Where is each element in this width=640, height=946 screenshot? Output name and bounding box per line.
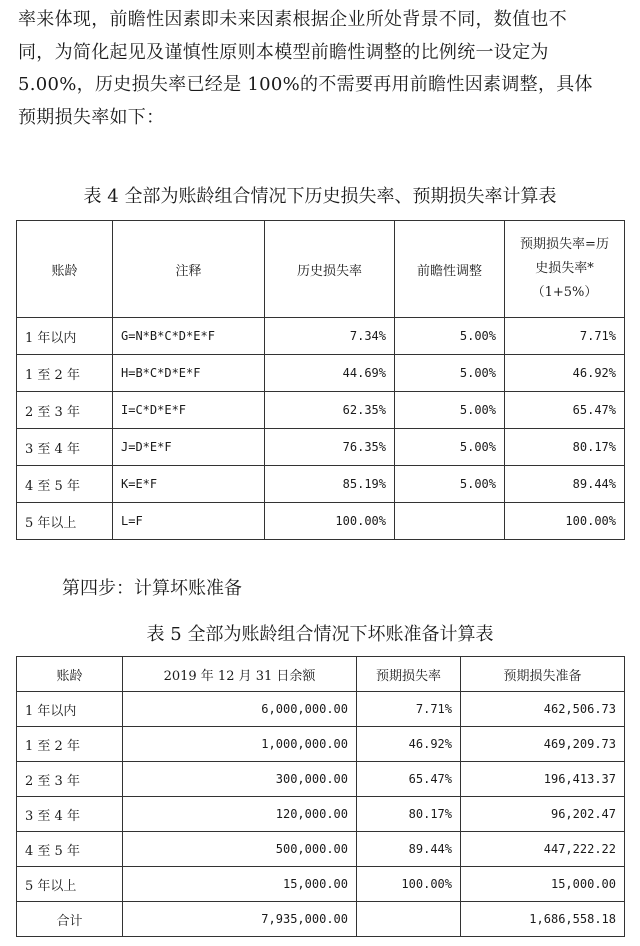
table4-cell: H=B*C*D*E*F	[113, 355, 265, 392]
table5-cell: 3 至 4 年	[17, 797, 123, 832]
table-row	[17, 318, 625, 355]
table5-cell: 1,686,558.18	[461, 902, 625, 937]
table5-cell: 合计	[17, 902, 123, 937]
table-row	[17, 466, 625, 503]
table4-cell: 7.71%	[505, 318, 625, 355]
table4-cell: 5 年以上	[17, 503, 113, 540]
table5-cell: 196,413.37	[461, 762, 625, 797]
table4-cell: 100.00%	[265, 503, 395, 540]
table4-cell: 7.34%	[265, 318, 395, 355]
table4-cell: 44.69%	[265, 355, 395, 392]
table-row	[17, 692, 625, 727]
table4-cell: 1 年以内	[17, 318, 113, 355]
table5-cell: 300,000.00	[123, 762, 357, 797]
table4-cell: 4 至 5 年	[17, 466, 113, 503]
table-row	[17, 503, 625, 540]
table5-cell: 15,000.00	[461, 867, 625, 902]
table4-header-line: （1+5%）	[531, 285, 598, 300]
table4-cell: 89.44%	[505, 466, 625, 503]
table4-caption: 表 4 全部为账龄组合情况下历史损失率、预期损失率计算表	[83, 186, 557, 207]
table4-header-cell	[505, 221, 625, 318]
table5-caption: 表 5 全部为账龄组合情况下坏账准备计算表	[146, 624, 494, 645]
table4-cell: G=N*B*C*D*E*F	[113, 318, 265, 355]
table4-header-cell: 注释	[113, 221, 265, 318]
table4-header-cell: 前瞻性调整	[395, 221, 505, 318]
table4-cell: I=C*D*E*F	[113, 392, 265, 429]
table5-header-cell: 账龄	[17, 657, 123, 692]
table4-cell: 3 至 4 年	[17, 429, 113, 466]
table4-cell: 85.19%	[265, 466, 395, 503]
intro-line: 同，为简化起见及谨慎性原则本模型前瞻性调整的比例统一设定为	[18, 41, 549, 63]
table4-header-row	[17, 221, 625, 318]
table4-cell: 2 至 3 年	[17, 392, 113, 429]
table5-cell: 7.71%	[357, 692, 461, 727]
table5-cell: 46.92%	[357, 727, 461, 762]
table5-header-cell: 预期损失准备	[461, 657, 625, 692]
table5-cell: 447,222.22	[461, 832, 625, 867]
table4-cell: 1 至 2 年	[17, 355, 113, 392]
table5-cell: 462,506.73	[461, 692, 625, 727]
step4-heading: 第四步：计算坏账准备	[62, 578, 242, 599]
table4-cell: 65.47%	[505, 392, 625, 429]
table5-cell: 7,935,000.00	[123, 902, 357, 937]
table4-cell: L=F	[113, 503, 265, 540]
table5-cell: 500,000.00	[123, 832, 357, 867]
table-row	[17, 867, 625, 902]
table5-cell: 65.47%	[357, 762, 461, 797]
table4-cell: 5.00%	[395, 429, 505, 466]
table-row	[17, 429, 625, 466]
table5-cell: 89.44%	[357, 832, 461, 867]
table4-cell: 5.00%	[395, 318, 505, 355]
table5-cell: 2 至 3 年	[17, 762, 123, 797]
table5-header-cell: 2019 年 12 月 31 日余额	[123, 657, 357, 692]
table-row	[17, 762, 625, 797]
table-row	[17, 727, 625, 762]
table5-cell: 5 年以上	[17, 867, 123, 902]
table4-cell: 5.00%	[395, 392, 505, 429]
table5-cell: 80.17%	[357, 797, 461, 832]
table4-cell: K=E*F	[113, 466, 265, 503]
table4-header-cell: 账龄	[17, 221, 113, 318]
table-row	[17, 355, 625, 392]
intro-line: 预期损失率如下：	[18, 106, 165, 128]
table5-total-row	[17, 902, 625, 937]
intro-paragraph	[18, 4, 622, 134]
table4-cell: 62.35%	[265, 392, 395, 429]
table4-cell: 5.00%	[395, 466, 505, 503]
table4-cell: 100.00%	[505, 503, 625, 540]
table5-cell: 96,202.47	[461, 797, 625, 832]
table5-cell: 120,000.00	[123, 797, 357, 832]
table-row	[17, 797, 625, 832]
table4-cell: 76.35%	[265, 429, 395, 466]
table-row	[17, 832, 625, 867]
table4-cell: J=D*E*F	[113, 429, 265, 466]
table5-cell	[357, 902, 461, 937]
table4-cell: 46.92%	[505, 355, 625, 392]
table5-cell: 6,000,000.00	[123, 692, 357, 727]
table5	[16, 656, 625, 937]
table5-header-row	[17, 657, 625, 692]
table5-cell: 4 至 5 年	[17, 832, 123, 867]
table4	[16, 220, 625, 540]
table4-header-line: 史损失率*	[535, 261, 594, 276]
table5-cell: 15,000.00	[123, 867, 357, 902]
table5-cell: 100.00%	[357, 867, 461, 902]
table5-cell: 1,000,000.00	[123, 727, 357, 762]
table4-cell: 80.17%	[505, 429, 625, 466]
table4-header-cell: 历史损失率	[265, 221, 395, 318]
table5-cell: 1 年以内	[17, 692, 123, 727]
table4-header-line: 预期损失率=历	[520, 237, 609, 252]
intro-line: 率来体现，前瞻性因素即未来因素根据企业所处背景不同，数值也不	[18, 9, 567, 30]
table5-cell: 469,209.73	[461, 727, 625, 762]
intro-line: 5.00%，历史损失率已经是 100%的不需要再用前瞻性因素调整，具体	[18, 74, 593, 95]
table5-header-cell: 预期损失率	[357, 657, 461, 692]
table4-cell: 5.00%	[395, 355, 505, 392]
table-row	[17, 392, 625, 429]
table4-cell	[395, 503, 505, 540]
table5-cell: 1 至 2 年	[17, 727, 123, 762]
